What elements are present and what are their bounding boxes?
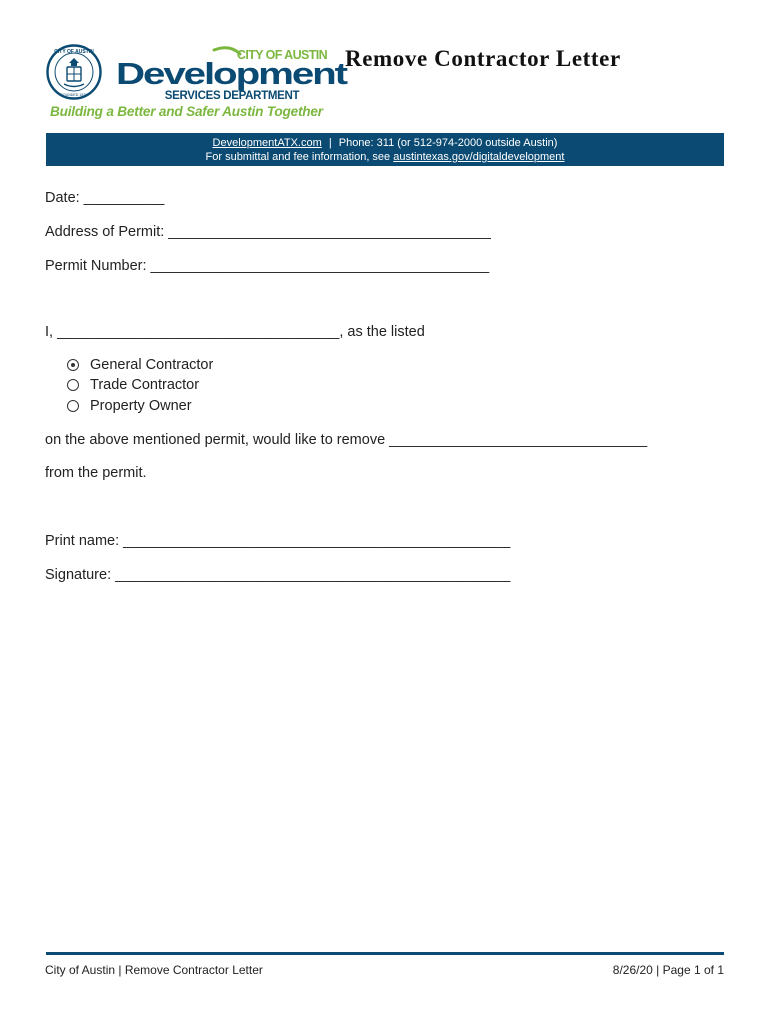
- digital-development-link[interactable]: austintexas.gov/digitaldevelopment: [393, 151, 565, 163]
- tagline: Building a Better and Safer Austin Together: [50, 104, 323, 119]
- date-field[interactable]: Date: __________: [45, 190, 165, 206]
- contact-banner: [46, 133, 724, 166]
- radio-unchecked-icon[interactable]: [67, 379, 79, 391]
- address-of-permit-field[interactable]: Address of Permit: ________________________________________: [45, 224, 491, 240]
- role-label: General Contractor: [90, 357, 214, 373]
- radio-unchecked-icon[interactable]: [67, 400, 79, 412]
- development-wordmark: [116, 46, 348, 102]
- footer-page-info: 8/26/20 | Page 1 of 1: [612, 963, 724, 977]
- city-of-austin-text: CITY OF AUSTIN: [236, 48, 328, 62]
- developmentatx-link[interactable]: DevelopmentATX.com: [212, 137, 322, 149]
- from-the-permit-text: from the permit.: [45, 465, 147, 481]
- role-label: Property Owner: [90, 398, 192, 414]
- services-department-text: SERVICES DEPARTMENT: [164, 90, 300, 102]
- footer-divider: [46, 952, 724, 955]
- seal-year: FOUNDED 1839: [60, 93, 88, 97]
- submittal-info: For submittal and fee information, see: [205, 151, 391, 163]
- dsd-logo: [46, 44, 348, 120]
- role-option-trade-contractor[interactable]: [67, 377, 199, 393]
- seal-text: CITY OF AUSTIN: [54, 49, 94, 55]
- role-option-general-contractor[interactable]: [67, 357, 213, 373]
- role-label: Trade Contractor: [90, 377, 200, 393]
- development-text: Development: [116, 56, 348, 91]
- banner-line-1: [46, 136, 724, 150]
- role-option-property-owner[interactable]: [67, 398, 192, 414]
- footer-document-name: City of Austin | Remove Contractor Letter: [45, 963, 263, 977]
- print-name-field[interactable]: Print name: ________________________________________________: [45, 533, 511, 549]
- city-seal-icon: [46, 44, 102, 100]
- remove-contractor-field[interactable]: on the above mentioned permit, would like to remove ________________________________: [45, 432, 648, 448]
- radio-checked-icon[interactable]: [67, 359, 79, 371]
- signature-field[interactable]: Signature: _________________________________________________: [45, 567, 511, 583]
- document-title: Remove Contractor Letter: [345, 46, 621, 71]
- banner-line-2: [46, 150, 724, 164]
- phone-info: Phone: 311 (or 512-974-2000 outside Austin): [338, 137, 558, 149]
- permit-number-field[interactable]: Permit Number: __________________________________________: [45, 258, 490, 274]
- name-as-listed-field[interactable]: I, ___________________________________, as the listed: [45, 324, 425, 340]
- banner-separator: |: [328, 137, 332, 149]
